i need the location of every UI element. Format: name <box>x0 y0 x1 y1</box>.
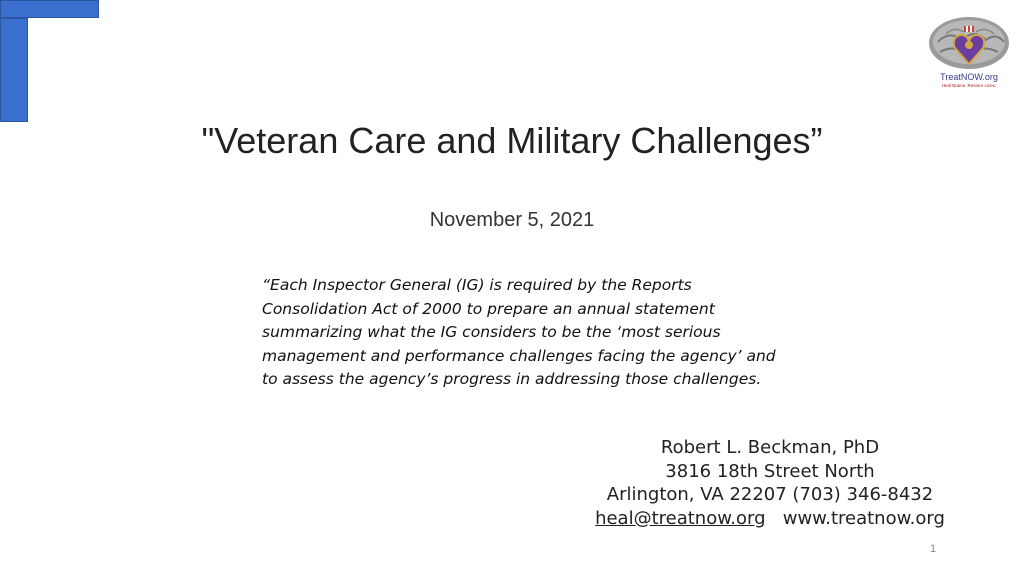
email-link[interactable]: heal@treatnow.org <box>595 507 766 529</box>
treatnow-logo <box>924 12 1014 90</box>
website-text: www.treatnow.org <box>782 507 945 529</box>
contact-block <box>580 436 960 530</box>
quote-line: Consolidation Act of 2000 to prepare an annual statement <box>262 299 715 318</box>
quote-line: “Each Inspector General (IG) is required by the Reports <box>262 276 692 294</box>
slide-title: "Veteran Care and Military Challenges” <box>201 120 823 161</box>
slide-date: November 5, 2021 <box>429 209 595 231</box>
page-number: 1 <box>930 543 937 555</box>
quote-line: management and performance challenges facing the agency’ and <box>262 346 776 365</box>
contact-name: Robert L. Beckman, PhD <box>660 437 880 458</box>
contact-links <box>580 507 960 531</box>
quote-line: to assess the agency’s progress in addressing those challenges. <box>262 370 762 388</box>
contact-city-phone: Arlington, VA 22207 (703) 346-8432 <box>606 484 934 505</box>
contact-street: 3816 18th Street North <box>665 460 875 482</box>
accent-bar-left <box>0 18 28 122</box>
logo-tagline: Heal Brains. Restore Lives. <box>941 83 997 88</box>
quote-line: summarizing what the IG considers to be the ‘most serious <box>262 323 721 341</box>
quote-block <box>262 274 782 392</box>
accent-bar-top <box>0 0 99 18</box>
brain-heart-icon <box>924 12 1014 74</box>
logo-name: TreatNOW.org <box>940 72 998 82</box>
